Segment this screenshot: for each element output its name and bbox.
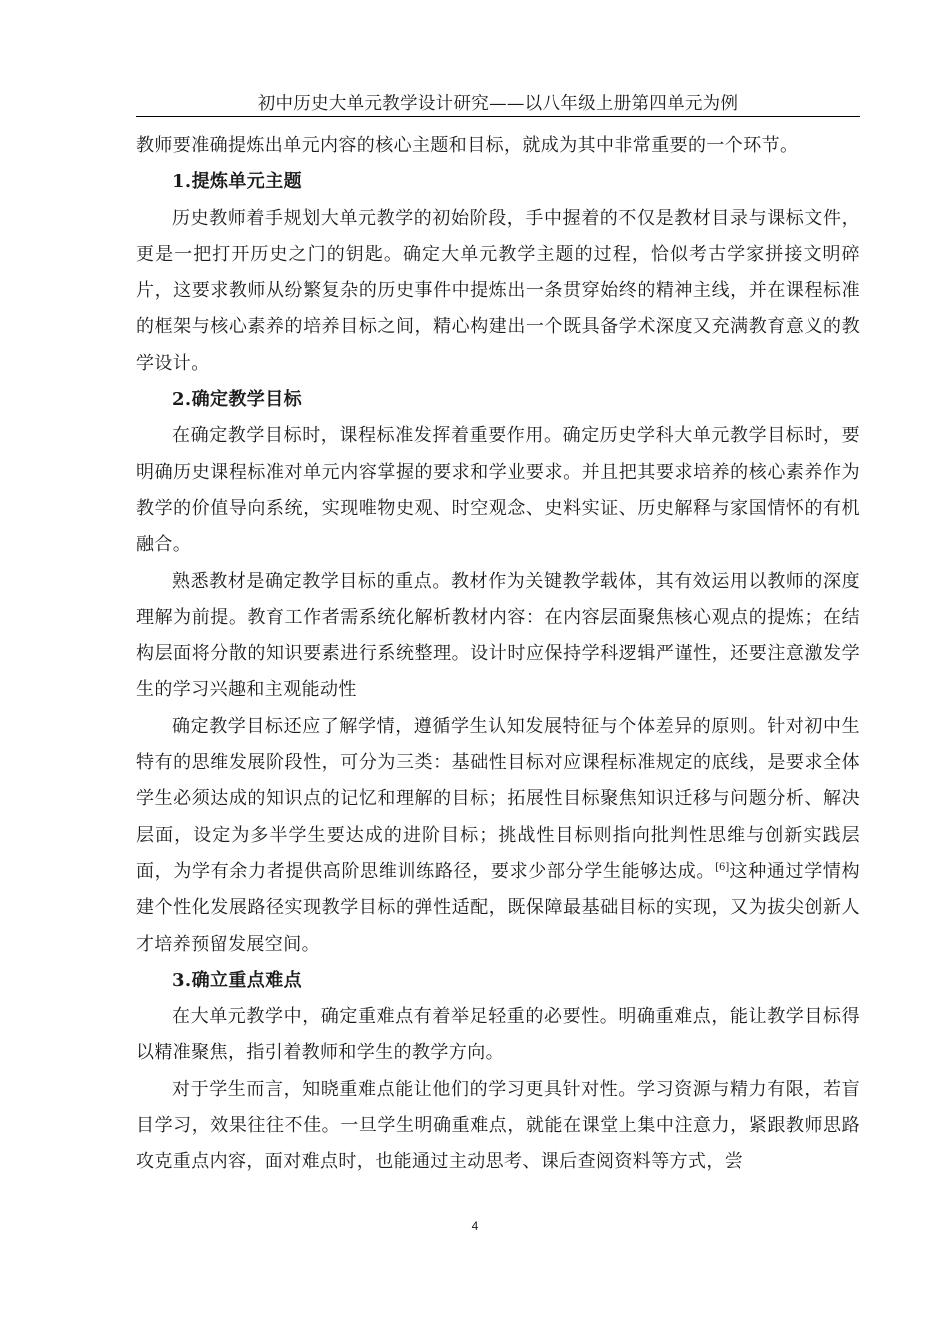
citation-marker: [6]: [715, 861, 730, 873]
section-heading-1: 1.提炼单元主题: [172, 171, 302, 193]
page-number: 4: [471, 1219, 479, 1233]
paragraph-curriculum-standard: 在确定教学目标时，课程标准发挥着重要作用。确定历史学科大单元教学目标时，要明确历史课程标准对单元内容掌握的要求和学业要求。并且把其要求培养的核心素养作为教学的价值导向系统，实现唯物史观、时空观念、史料实证、历史解释与家国情怀的有机融合。: [136, 425, 860, 556]
paragraph-textbook: 熟悉教材是确定教学目标的重点。教材作为关键教学载体，其有效运用以教师的深度理解为前提。教育工作者需系统化解析教材内容：在内容层面聚焦核心观点的提炼；在结构层面将分散的知识要素进行系统整理。设计时应保持学科逻辑严谨性，还要注意激发学生的学习兴趣和主观能动性: [136, 570, 860, 701]
paragraph-key-points: 在大单元教学中，确定重难点有着举足轻重的必要性。明确重难点，能让教学目标得以精准聚焦，指引着教师和学生的教学方向。: [136, 1006, 860, 1064]
body-text: [136, 128, 860, 1181]
running-header: 初中历史大单元教学设计研究——以八年级上册第四单元为例: [257, 94, 739, 114]
paragraph-text: 确定教学目标还应了解学情，遵循学生认知发展特征与个体差异的原则。针对初中生特有的思维发展阶段性，可分为三类：基础性目标对应课程标准规定的底线，是要求全体学生必须达成的知识点的记忆和理解的目标；拓展性目标聚焦知识迁移与问题分析、解决层面，设定为多半学生要达成的进阶目标；挑战性目标则指向批判性思维与创新实践层面，为学有余力者提供高阶思维训练路径，要求少部分学生能够达成。: [136, 715, 860, 882]
section-heading-2: 2.确定教学目标: [172, 389, 302, 411]
header-rule: [136, 116, 860, 117]
paragraph-students: 对于学生而言，知晓重难点能让他们的学习更具针对性。学习资源与精力有限，若盲目学习，效果往往不佳。一旦学生明确重难点，就能在课堂上集中注意力，紧跟教师思路攻克重点内容，面对难点时，也能通过主动思考、课后查阅资料等方式，尝: [136, 1078, 860, 1173]
section-heading-3: 3.确立重点难点: [172, 969, 302, 991]
paragraph-learner-analysis: [136, 709, 860, 963]
paragraph-unit-theme: 历史教师着手规划大单元教学的初始阶段，手中握着的不仅是教材目录与课标文件，更是一把打开历史之门的钥匙。确定大单元教学主题的过程，恰似考古学家拼接文明碎片，这要求教师从纷繁复杂的历史事件中提炼出一条贯穿始终的精神主线，并在课程标准的框架与核心素养的培养目标之间，精心构建出一个既具备学术深度又充满教育意义的教学设计。: [136, 207, 860, 374]
paragraph-continued: 教师要准确提炼出单元内容的核心主题和目标，就成为其中非常重要的一个环节。: [136, 135, 799, 156]
paragraph-text-continued: 这种通过学情构建个性化发展路径实现教学目标的弹性适配，既保障最基础目标的实现，又为拔尖创新人才培养预留发展空间。: [136, 860, 860, 955]
